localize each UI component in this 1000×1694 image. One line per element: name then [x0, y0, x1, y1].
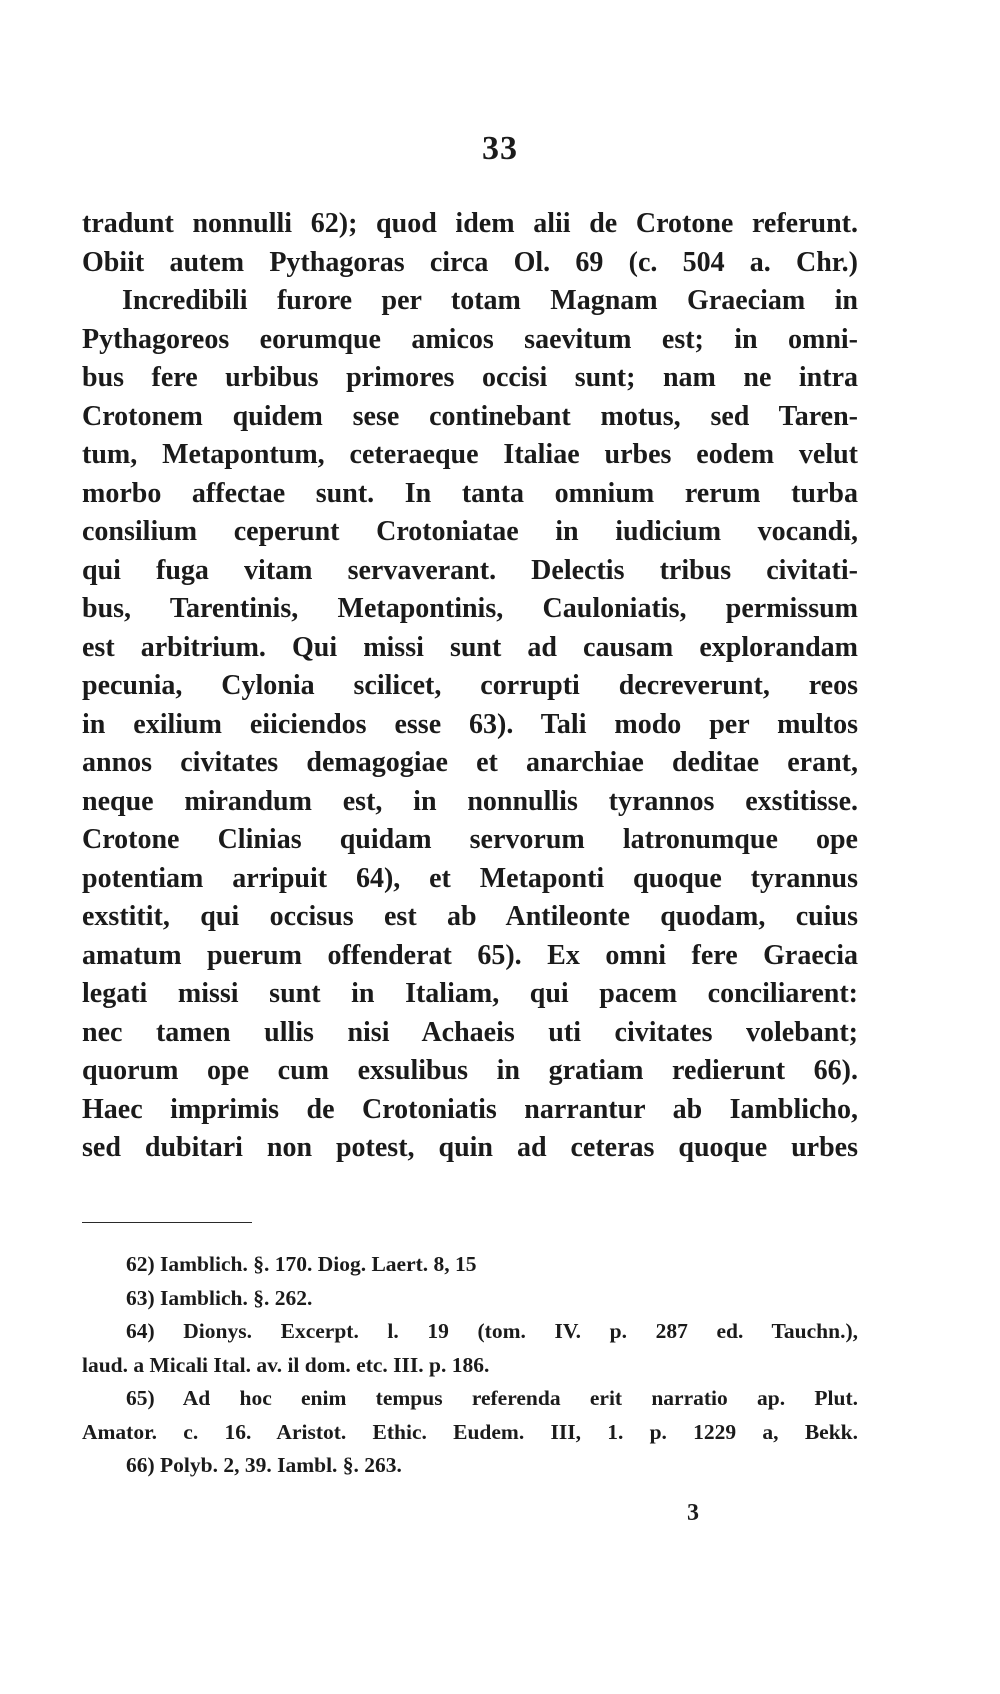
- body-line: nec tamen ullis nisi Achaeis uti civitates volebant;: [82, 1016, 858, 1048]
- body-line: annos civitates demagogiae et anarchiae deditae erant,: [82, 747, 858, 778]
- body-line: Incredibili furore per totam Magnam Graeciam in: [122, 285, 858, 316]
- body-line: potentiam arripuit 64), et Metaponti quoque tyrannus: [82, 862, 858, 894]
- body-line: pecunia, Cylonia scilicet, corrupti decreverunt, reos: [82, 670, 858, 701]
- body-line: Crotonem quidem sese continebant motus, sed Taren-: [82, 400, 858, 432]
- body-line: Haec imprimis de Crotoniatis narrantur ab Iamblicho,: [82, 1093, 858, 1125]
- footnotes: [82, 1248, 858, 1483]
- footnote-65: 65) Ad hoc enim tempus referenda erit narratio ap. Plut.: [126, 1386, 858, 1410]
- footnote-rule: [82, 1222, 252, 1223]
- body-line: bus, Tarentinis, Metapontinis, Cauloniatis, permissum: [82, 593, 858, 624]
- body-line: tradunt nonnulli 62); quod idem alii de Crotone referunt.: [82, 208, 858, 239]
- body-line: est arbitrium. Qui missi sunt ad causam explorandam: [82, 631, 858, 663]
- body-line: legati missi sunt in Italiam, qui pacem conciliarent:: [82, 978, 858, 1009]
- body-text: [82, 205, 858, 1168]
- footnote-64: 64) Dionys. Excerpt. l. 19 (tom. IV. p. 287 ed. Tauchn.),: [126, 1319, 858, 1343]
- footnote-66: 66) Polyb. 2, 39. Iambl. §. 263.: [126, 1453, 402, 1477]
- body-line: bus fere urbibus primores occisi sunt; nam ne intra: [82, 362, 858, 393]
- body-line: quorum ope cum exsulibus in gratiam redierunt 66).: [82, 1055, 858, 1086]
- footnote-63: 63) Iamblich. §. 262.: [126, 1285, 313, 1310]
- body-line: Crotone Clinias quidam servorum latronumque ope: [82, 824, 858, 855]
- body-line: neque mirandum est, in nonnullis tyrannos exstitisse.: [82, 785, 858, 817]
- body-line: consilium ceperunt Crotoniatae in iudicium vocandi,: [82, 516, 858, 547]
- body-line: exstitit, qui occisus est ab Antileonte quodam, cuius: [82, 901, 858, 932]
- body-line: sed dubitari non potest, quin ad ceteras quoque urbes: [82, 1132, 858, 1163]
- body-line: amatum puerum offenderat 65). Ex omni fere Graecia: [82, 939, 858, 971]
- body-line: tum, Metapontum, ceteraeque Italiae urbes eodem velut: [82, 439, 858, 470]
- body-line: Obiit autem Pythagoras circa Ol. 69 (c. 504 a. Chr.): [82, 246, 858, 278]
- body-line: in exilium eiiciendos esse 63). Tali modo per multos: [82, 708, 858, 740]
- footnote-64-continued: laud. a Micali Ital. av. il dom. etc. III. p. 186.: [82, 1352, 490, 1377]
- footnote-62: 62) Iamblich. §. 170. Diog. Laert. 8, 15: [126, 1252, 477, 1276]
- signature-mark: 3: [687, 1500, 699, 1526]
- body-line: morbo affectae sunt. In tanta omnium rerum turba: [82, 477, 858, 509]
- body-line: qui fuga vitam servaverant. Delectis tribus civitati-: [82, 554, 858, 586]
- footnote-65-continued: Amator. c. 16. Aristot. Ethic. Eudem. III, 1. p. 1229 a, Bekk.: [82, 1419, 858, 1444]
- body-line: Pythagoreos eorumque amicos saevitum est; in omni-: [82, 323, 858, 355]
- page-number: 33: [482, 130, 518, 167]
